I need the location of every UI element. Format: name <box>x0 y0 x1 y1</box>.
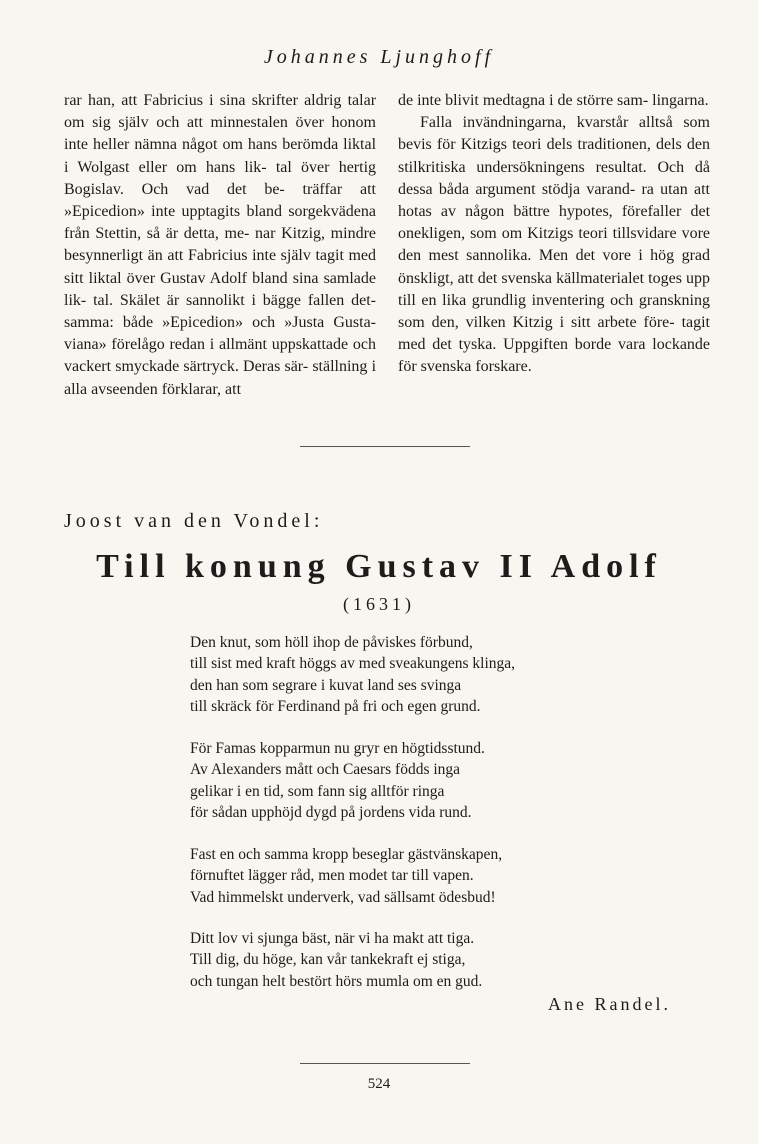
footer-divider <box>300 1063 470 1064</box>
text-line: över Gustav Adolf bland sina samlade lik- <box>64 269 376 309</box>
verse-line: Vad himmelskt underverk, vad sällsamt ödesbud! <box>190 888 496 906</box>
page-number: 524 <box>367 1076 391 1092</box>
text-line: samma: både »Epicedion» och »Justa Gusta- <box>64 314 376 332</box>
text-line: lika grundlig inventering och granskning <box>442 291 711 309</box>
text-line: lingarna. <box>652 92 709 109</box>
text-line: bevis för Kitzigs teori dels traditionen, dels <box>398 136 682 154</box>
text-line: Fabricius inte själv tagit med sitt liktal <box>64 247 377 287</box>
text-line: sorgekvädena från Stettin, så är detta, me- <box>64 203 376 243</box>
text-line: Men det vore i hög grad önskligt, att det <box>398 247 711 287</box>
right-column <box>398 90 710 379</box>
poem-title: Till konung Gustav II Adolf <box>96 548 662 585</box>
text-line: Falla invändningarna, kvarstår alltså som <box>420 114 710 132</box>
text-line: lockande för svenska forskare. <box>398 336 711 376</box>
poem-year: (1631) <box>343 594 415 614</box>
poem-stanza-2 <box>190 738 610 824</box>
text-line: träffar att »Epicedion» inte upptagits bland <box>64 180 376 221</box>
text-line: teori tillsvidare vore den mest sannolika. <box>398 225 711 265</box>
verse-line: Av Alexanders mått och Caesars födds inga <box>190 761 461 779</box>
verse-line: För Famas kopparmun nu gryr en högtidsstund. <box>190 740 485 757</box>
text-line: honom inte heller nämna något om hans <box>64 114 376 154</box>
poem-stanza-3 <box>190 844 610 908</box>
text-line: och vackert smyckade särtryck. Deras sär- <box>64 336 376 376</box>
verse-line: och tungan helt bestört hörs mumla om en gud. <box>190 972 483 990</box>
verse-line: förnuftet lägger råd, men modet tar till vapen. <box>190 867 474 885</box>
verse-line: Till dig, du höge, kan vår tankekraft ej stiga, <box>190 951 466 969</box>
section-divider <box>300 446 470 447</box>
left-column <box>64 90 376 401</box>
text-line: svenska källmaterialet toges upp till en <box>398 269 711 309</box>
text-line: rar han, att Fabricius i sina skrifter aldrig <box>64 92 342 109</box>
verse-line: Den knut, som höll ihop de påviskes förbund, <box>190 634 473 651</box>
text-line: förefaller det onekligen, som om Kitzigs <box>398 203 711 243</box>
verse-line: den han som segrare i kuvat land ses svinga <box>190 676 462 694</box>
text-line: tagit med det tyska. Uppgiften borde vara <box>398 314 710 354</box>
text-line: tal. Skälet är sannolikt i bägge fallen det- <box>93 291 376 309</box>
poem-stanza-1 <box>190 632 610 718</box>
verse-line: för sådan upphöjd dygd på jordens vida rund. <box>190 804 472 822</box>
running-title: Johannes Ljunghoff <box>263 46 495 68</box>
poem-signature: Ane Randel. <box>548 994 671 1014</box>
verse-line: Fast en och samma kropp beseglar gästvänskapen, <box>190 846 503 863</box>
text-line: de inte blivit medtagna i de större sam- <box>398 92 649 109</box>
verse-line: Ditt lov vi sjunga bäst, när vi ha makt att tiga. <box>190 930 475 947</box>
right-paragraph <box>398 112 710 378</box>
verse-line: till skräck för Ferdinand på fri och egen grund. <box>190 698 481 716</box>
text-line: viana» förelågo redan i allmänt uppskattade <box>64 336 349 354</box>
text-line: talar om sig själv och att minnestalen över <box>64 92 377 132</box>
verse-line: till sist med kraft höggs av med sveakungens klinga, <box>190 655 516 673</box>
text-line: berömda liktal i Wolgast eller om hans lik- <box>64 136 377 176</box>
text-line: Och då dessa båda argument stödja varand- <box>398 158 710 198</box>
poem-stanza-4 <box>190 928 610 992</box>
text-line: den stilkritiska undersökningens resultat. <box>398 136 711 176</box>
verse-line: gelikar i en tid, som fann sig alltför ringa <box>190 782 445 800</box>
text-line: som den, vilken Kitzig i sitt arbete före- <box>398 314 675 332</box>
text-line: tal över hertig Bogislav. Och vad det be- <box>64 158 377 198</box>
text-line: nar Kitzig, mindre besynnerligt än att <box>64 225 377 265</box>
poem-attribution: Joost van den Vondel: <box>64 510 324 532</box>
left-paragraph <box>64 90 376 401</box>
text-line: ställning i alla avseenden förklarar, att <box>64 358 377 398</box>
text-line: ra utan att hotas av någon bättre hypotes, <box>398 180 710 221</box>
right-paragraph-continuation <box>398 90 710 112</box>
